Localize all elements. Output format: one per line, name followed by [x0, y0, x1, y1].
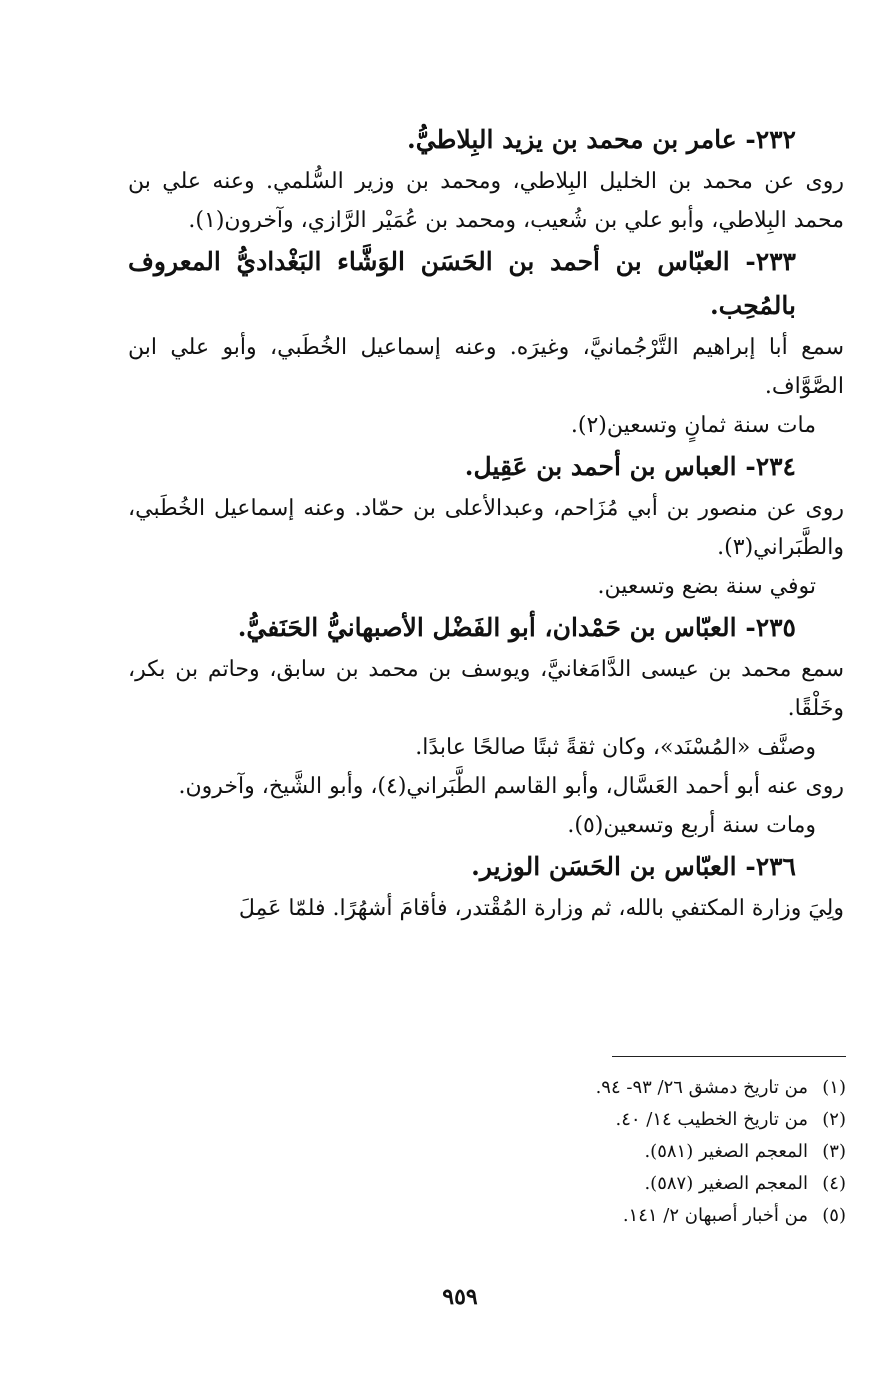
footnote	[500, 1072, 846, 1104]
footnote-text: المعجم الصغير (٥٨١).	[644, 1141, 808, 1162]
footnote	[500, 1104, 846, 1136]
entry-paragraph: سمع محمد بن عيسى الدَّامَغانيَّ، ويوسف بن محمد بن سابق، وحاتم بن بكر، وخَلْقًا.	[128, 657, 844, 721]
footnote-divider	[612, 1056, 846, 1057]
footnote-number: (٤)	[822, 1173, 846, 1194]
entry-paragraph: سمع أبا إبراهيم التَّرْجُمانيَّ، وغيرَه. وعنه إسماعيل الخُطَبي، وأبو علي ابن الصَّوَّاف.	[128, 335, 844, 399]
footnote-number: (٥)	[822, 1205, 846, 1226]
entry-heading: ٢٣٦- العبّاس بن الحَسَن الوزير.	[471, 852, 796, 881]
entry-paragraph: ولِيَ وزارة المكتفي بالله، ثم وزارة المُقْتدر، فأقامَ أشهُرًا. فلمّا عَمِلَ	[238, 896, 844, 921]
footnotes	[500, 1072, 846, 1232]
footnote	[500, 1136, 846, 1168]
entry-heading: ٢٣٥- العبّاس بن حَمْدان، أبو الفَضْل الأصبهانيُّ الحَنَفيُّ.	[237, 613, 796, 642]
footnote-text: من تاريخ الخطيب ١٤/ ٤٠.	[615, 1109, 808, 1130]
footnote	[500, 1200, 846, 1232]
footnote-text: من أخبار أصبهان ٢/ ١٤١.	[622, 1205, 808, 1226]
footnote-text: من تاريخ دمشق ٢٦/ ٩٣- ٩٤.	[595, 1077, 808, 1098]
footnote	[500, 1168, 846, 1200]
entry-heading: ٢٣٢- عامر بن محمد بن يزيد البِلاطيُّ.	[407, 125, 796, 154]
entry-paragraph: ومات سنة أربع وتسعين(٥).	[567, 813, 816, 838]
entry-paragraph: روى عن محمد بن الخليل البِلاطي، ومحمد بن وزير السُّلمي. وعنه علي بن محمد البِلاطي، وأبو علي بن شُعيب، ومحمد بن عُمَيْر الرَّازي، وآخرون(١).	[128, 169, 844, 233]
main-text	[128, 118, 844, 928]
footnote-number: (١)	[822, 1077, 846, 1098]
page-number: ٩٥٩	[442, 1284, 478, 1310]
entry-paragraph: توفي سنة بضع وتسعين.	[597, 574, 816, 599]
entry-paragraph: روى عن منصور بن أبي مُزَاحم، وعبدالأعلى بن حمّاد. وعنه إسماعيل الخُطَبي، والطَّبَراني(٣).	[128, 496, 844, 560]
entry-heading: ٢٣٤- العباس بن أحمد بن عَقِيل.	[464, 452, 796, 481]
entry-paragraph: مات سنة ثمانٍ وتسعين(٢).	[570, 413, 816, 438]
footnote-text: المعجم الصغير (٥٨٧).	[644, 1173, 808, 1194]
footnote-number: (٣)	[822, 1141, 846, 1162]
entry-paragraph: روى عنه أبو أحمد العَسَّال، وأبو القاسم الطَّبَراني(٤)، وأبو الشَّيخ، وآخرون.	[178, 774, 844, 799]
entry-paragraph: وصنَّف «المُسْنَد»، وكان ثقةً ثبتًا صالحًا عابدًا.	[415, 735, 816, 760]
footnote-number: (٢)	[822, 1109, 846, 1130]
entry-heading: ٢٣٣- العبّاس بن أحمد بن الحَسَن الوَشَّاء البَغْداديُّ المعروف بالمُحِب.	[128, 247, 796, 320]
